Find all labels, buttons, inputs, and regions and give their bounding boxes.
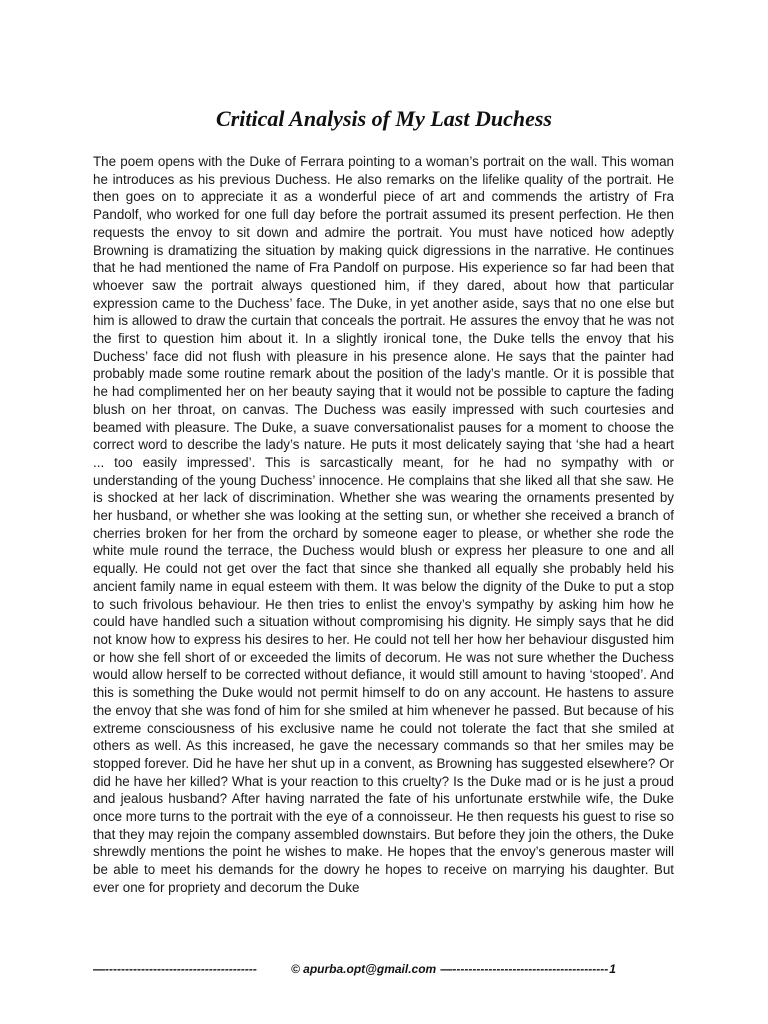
footer-left-rule: —--------------------------------------: [93, 962, 257, 976]
footer-right-rule: —---------------------------------------: [440, 962, 609, 976]
page-footer: [93, 960, 674, 978]
body-paragraph: The poem opens with the Duke of Ferrara pointing to a woman’s portrait on the wall. This woman he introduces as his previous Duchess. He also remarks on the lifelike quality of the portrait. He then goes on to appreciate it as a wonderful piece of art and commends the artistry of Fra Pandolf, who worked for one full day before the portrait assumed its present perfection. He then requests the envoy to sit down and admire the portrait. You must have noticed how adeptly Browning is dramatizing the situation by making quick digressions in the narrative. He continues that he had mentioned the name of Fra Pandolf on purpose. His experience so far had been that whoever saw the portrait always questioned him, if they dared, about how that particular expression came to the Duchess’ face. The Duke, in yet another aside, says that no one else but him is allowed to draw the curtain that conceals the portrait. He assures the envoy that he was not the first to question him about it. In a slightly ironical tone, the Duke tells the envoy that his Duchess’ face did not flush with pleasure in his presence alone. He says that the painter had probably made some routine remark about the position of the lady’s mantle. Or it is possible that he had complimented her on her beauty saying that it would not be possible to capture the fading blush on her throat, on canvas. The Duchess was easily impressed with such courtesies and beamed with pleasure. The Duke, a suave conversationalist pauses for a moment to choose the correct word to describe the lady’s nature. He puts it most delicately saying that ‘she had a heart ... too easily impressed’. This is sarcastically meant, for he had no sympathy with or understanding of the young Duchess’ innocence. He complains that she liked all that she saw. He is shocked at her lack of discrimination. Whether she was wearing the ornaments presented by her husband, or whether she was looking at the setting sun, or whether she received a branch of cherries broken for her from the orchard by someone eager to please, or whether she rode the white mule round the terrace, the Duchess would blush or express her pleasure to one and all equally. He could not get over the fact that since she thanked all equally she probably held his ancient family name in equal esteem with them. It was below the dignity of the Duke to put a stop to such frivolous behaviour. He then tries to enlist the envoy’s sympathy by asking him how he could have handled such a situation without compromising his dignity. He simply says that he did not know how to express his desires to her. He could not tell her how her behaviour disgusted him or how she fell short of or exceeded the limits of decorum. He was not sure whether the Duchess would allow herself to be corrected without defiance, it would still amount to having ‘stooped’. And this is something the Duke would not permit himself to do on any account. He hastens to assure the envoy that she was fond of him for she smiled at him whenever he passed. But because of his extreme consciousness of his exclusive name he could not tolerate the fact that she smiled at others as well. As this increased, he gave the necessary commands so that her smiles may be stopped forever. Did he have her shut up in a convent, as Browning has suggested elsewhere? Or did he have her killed? What is your reaction to this cruelty? Is the Duke mad or is he just a proud and jealous husband? After having narrated the fate of his unfortunate erstwhile wife, the Duke once more turns to the portrait with the eye of a connoisseur. He then requests his guest to rise so that they may rejoin the company assembled downstairs. But before they join the others, the Duke shrewdly mentions the point he wishes to make. He hopes that the envoy’s generous master will be able to meet his demands for the dowry he hopes to receive on marrying his daughter. But ever one for propriety and decorum the Duke: [93, 154, 674, 895]
page-number: 1: [609, 962, 616, 976]
footer-email: © apurba.opt@gmail.com: [291, 962, 437, 976]
document-title: Critical Analysis of My Last Duchess: [216, 106, 552, 131]
